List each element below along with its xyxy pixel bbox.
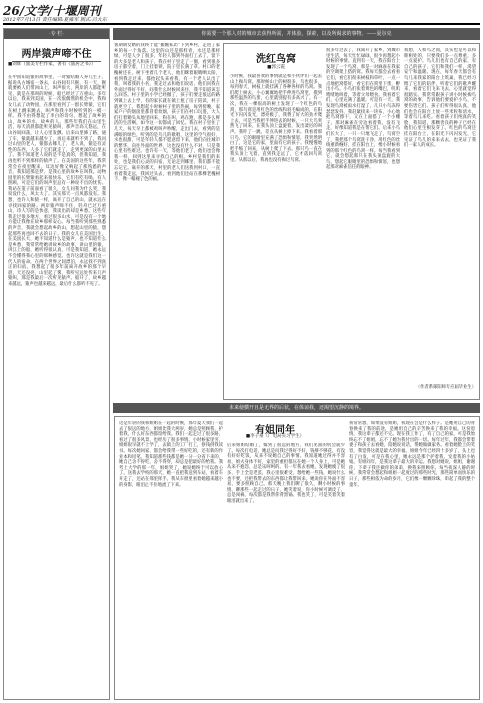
top-banner: 你需要一个那人对的城市去获得所需，并体验，探索，以及所渴求的事物。——夏尔克 xyxy=(113,28,480,40)
author-note: （作者系郧阳师专应届毕业生） xyxy=(415,385,476,390)
article-author: ■李子豪（广电局实习学生） xyxy=(245,434,305,439)
left-column-article xyxy=(3,28,110,700)
header-rule xyxy=(3,23,480,25)
article-title: 洗红鸟窝 xyxy=(256,54,296,65)
page-header xyxy=(3,2,480,24)
article-body: 在中国知道猿的故事里，一对猿结婚人养儿生子，据说从古城宿一条去，山谷间有只猴，有一天，猴就要被人们带回山上，叫声很大，两岸的人都能听见，就是在那叫的时候，船已经过了万重山。多年以后，我来到美国，在一次很偶然的机会中，我和女儿去了动物园，在那里看到了一群长臂猿，它们在树上跳来跳去，叫声和我小时候听到的一模一样。我不由得想起了李白的诗句，想起了故乡的山，故乡的水，故乡的人。那些年我们在山里生活，每天清晨都能听见猿叫，那声音高亢悠远，在山谷间回荡，让人心里发颤。后来山里修了路，通了车，猿就越来越少了，再后来就听不到了。我问过山里的老人，猿都去哪儿了，老人说，猿是有灵性的东西，人多了它们就走了，走到更深的山里去了。我不知道老人说的是不是真的，但我知道，我再也听不到那样的猿声了。在美国的这些年，我常常会在夜里醒来，耳边好像又响起了那熟悉的声音，我知道那是梦，是我心里的故乡在叫我。动物园里的长臂猿看起来很快乐，它们有吃有喝，有人照顾，可是它们的叫声里总有一种说不出的忧伤。我站在笼子前面看了很久，女儿问我为什么哭，我说没什么，风太大了。其实那天一点风都没有。我想，也许人和猿一样，离开了自己的山，就永远在寻找回家的路。两岸猿声啼不住，轻舟已过万重山，诗人写的是快意，我读出的却是乡愁。这些年我走过很多地方，看过很多山水，可是没有一个地方能让我像在故乡那样安心。每当我听到那些熟悉的声音，我就会想起故乡的山，想起山里的猿，想起那些再也回不去的日子。我的女儿在美国出生，在美国长大，她不知道什么是猿声，也不知道什么是乡愁，我常常给她讲故乡的故事，讲山里的猿，讲江上的船，她听得很认真，可是我知道，她永远不会懂得我心里的那种感觉。也许这就是我们这一代人的宿命，在两个世界之间漂泊，永远找不到真正的归宿。我想起了很多年前离开故乡的那个早晨，天还没亮，山里起了雾，我听见远处传来几声猿叫，那是我最后一次听见猿声。船开了，故乡越来越远，猿声也越来越远，最后什么都听不见了。 xyxy=(8,75,106,287)
article-author: ■郭云霞 xyxy=(267,65,285,70)
bottom-article-box xyxy=(114,416,480,700)
article-title: 两岸猿声啼不住 xyxy=(4,45,109,60)
article-body-col2: 很多年过去了，我离开了家乡，到城市里生活，每天忙忙碌碌，很少再想起小时候的事情。直到有一天，我在阳台上发现了一个鸟窝，那是一对麻雀在我家的空调架上搭的窝。我每天都会去看看它们，看它们衔来树枝和草叶，一点一点地把窝搭好，看它们在窝里下蛋，孵出小鸟。小鸟们张着黄色的嘴巴，叽叽喳喳地叫着，等着父母喂食。我看着它们，心里充满了温暖。可是有一天，我发现鸟窝被雨水打湿了，几只小鸟冻得瑟瑟发抖，我赶紧找来一块布，小心地把鸟窝擦干，又在上面搭了一个小棚子。那对麻雀在旁边看着我，没有飞走，好像知道我是在帮它们。后来小鸟们长大了，一只一只地飞走了，鸟窝空了，我把那个鸟窝洗干净，用红色的丝线重新缠好，挂在阳台上，像小时候看到的那个红色的鸟窝一样。每当我看到它，就会想起那只在我头顶盘旋的大鸟，想起它眼睛里的恐惧和愤怒，也想起那对麻雀信任的眼神。 xyxy=(326,48,400,171)
article-title: 有姐同年 xyxy=(255,425,295,436)
middle-article-body: 暑期期女婿的我终于能“搬醒私访”下到乡村，走进了家乡的每一个角落。这里的山还是那样青，水还是那样绿，可是人少了很多，年轻人都到外面打工去了，留下的大多是老人和孩子。我在村子里走了一圈，看到很多房子都空着，门上挂着锁，院子里长满了草。村口的老槐树还在，树下坐着几个老人，他们眯着眼睛晒太阳，看到我走过来，都抬起头来看我，有一个老人认出了我，叫着我的小名，我走过去和他们说话，他们问我在外面过得好不好，问我什么时候回来住，我不知道该怎么回答。村子里的小学已经撤了，孩子们要走很远的路到镇上去上学，有的家长就在镇上租了房子陪读，村子就更空了。我想起小时候村子里的热闹，每到傍晚，家家户户的烟囱里都冒着炊烟，孩子们在村口玩耍，大人们扛着锄头从地里回来，狗在叫，鸡在跑，那是多么鲜活的生活啊。如今这一切都成了回忆。我在村子里住了几天，每天早上都被鸡叫声吵醒，走出门去，看到的是满眼的绿色，听到的是鸟儿的歌唱，这里的空气很好，水也很甜，可是年轻人都不愿意留下来，他们向往城市的繁华，向往外面的世界，这也没有什么不对，只是我心里有些难过。也许有一天，等他们老了，他们也会像我一样，回到这里来寻找自己的根。乡村是我们的来处，也是我们心灵的归宿，无论走到哪里，我们都不能忘记它。离开的那天，村里的老人们送我到村口，一直看着我走远，我回过头去，看到他们还站在那棵老槐树下，像一幅褪了色的画。 xyxy=(114,43,220,183)
page-label: 26/文学/十堰周刊 xyxy=(3,4,101,18)
article-body-col1: 这是年轻的我和姐姐在一起的时候，那年夏天我们一起去了很远的地方，姐姐比我大两岁，她总是照顾我，护着我，什么好东西都留给我。我们一起走过了很多路，看过了很多风景，也经历了很多事情。小时候家里穷，姐姐很早就不上学了，去镇上的工厂打工，挣钱供我读书。每次她回家，都会给我带一些好吃的，还有新的作业本和铅笔。我知道那些钱都是她一分一分省下来的，她自己舍不得吃，舍不得穿，却总是把最好的给我。我考上大学的那一年，姐姐哭了，她说她终于可以放心了。送我去学校的那天，她一直把我送到车站，看着车开走了，还站在那里挥手。我从车窗里看着她越来越小的身影，眼泪止不住地流了下来。 xyxy=(119,421,223,488)
article-body-col3: 我想，人和鸟之间，其实也是可以和睦相处的，只要我们多一点尊重，多一点爱护。鸟儿们也有自己的家，有自己的孩子，它们和我们一样，渴望安宁和温暖。现在，每年春天都会有鸟儿来我家的阳台上筑巢，我已经习惯了它们的陪伴，听着它们的歌声醒来，看着它们飞来飞去，心里就觉得很踏实。我常常跟孩子讲小时候掏鸟窝的故事，告诉他们要爱护小鸟，不要伤害它们。孩子们听得很认真，他们也会在阳台上放一些米粒和清水，等着鸟儿来吃。看着孩子们纯真的笑脸，我知道，那颗善良的种子已经在他们心里生根发芽了。红色的鸟窝还挂在阳台上，在阳光下闪闪发光，它见证了鸟儿的来来去去，也见证了我们一家人的成长。 xyxy=(404,48,476,149)
article-author: ■刘辉（旅美专栏作家，著有《旅居之书》） xyxy=(8,62,96,67)
article-body-col3: 我常常想，如果没有姐姐，我现在会是什么样子。是她用自己的青春换来了我的前途，是她用自己的辛苦换来了我的幸福。这份恩情，我这辈子都还不完。现在我工作了，有了自己的家，可是我始终忘不了姐姐，忘不了她为我付出的一切。每年过年，我都会带着妻子和孩子去看她，陪她说说话，帮她做做家务。看着她脸上的笑容，我觉得这就是最大的幸福。姐姐今年已经四十多岁了，头上也有了白发，可是在我心里，她永远是那个护着我、宠着我的小姑娘。有姐同年，是我这辈子最大的幸运。我想对她说，姐姐，谢谢你，下辈子我还做你的弟弟，换我来照顾你。每当夜深人静的时候，我常常会想起和姐姐一起度过的那些时光，那些简单而快乐的日子，那些相依为命的岁月，它们像一颗颗珍珠，串起了我的整个童年。 xyxy=(349,421,475,488)
section-band: ·专 栏· xyxy=(4,29,109,39)
right-article-box xyxy=(223,43,480,400)
edition-meta: 2012年7月13日 责任编辑:夏雍军 版式:吕大东 xyxy=(3,17,107,23)
middle-banner: 未来使横开且是无界的后状，在体谅我，还渴望沉静的境界。 xyxy=(113,403,480,413)
article-body-col1: 小时候，我最喜欢的事情就是和小伙伴们一起去山上掏鸟窝。那时候山上的树很多，鸟也很多，每到春天，树枝上就挂满了各种各样的鸟窝。我们爬上树去，小心翼翼地把手伸进鸟窝里，摸到那些温热的鸟蛋，心里就别提有多高兴了。有一次，我在一棵很高的树上发现了一个红色的鸟窝，那鸟窝是用红色的丝线和羽毛编成的，在阳光下闪闪发光，漂亮极了。我费了好大的劲才爬上去，可是当我把手伸进去的时候，一只大鸟突然飞了回来，在我头顶上盘旋着，发出凄厉的叫声。我吓了一跳，差点从树上掉下来。我看着那只鸟，它的眼睛里充满了恐惧和愤怒，我突然明白了，这是它的家，里面有它的孩子。我慢慢地把手缩了回来，从树上爬了下去。那只鸟一直在我头顶上飞着，直到我走远了，它才落回鸟窝里。从那以后，我再也没有掏过鸟窝。 xyxy=(230,74,322,163)
article-body-col2: 后来姐姐结婚了，嫁到了很远的地方，我们见面的机会就少了。每次打电话，她总是问我过得好不好，钱够不够花，有没有好好吃饭，从来不说她自己的事情。我知道她过得并不容易，姐夫身体不好，家里的重担都压在她一个人身上，可是她从来不抱怨，总是乐呵呵的。有一年我去看她，发现她瘦了很多，手上全是老茧，我心里很难受，想给她一些钱，她说什么也不要，还把我带去的东西都让我带回来。她说你在外面不容易，要多照顾自己。那天晚上我们聊了很久，聊小时候的事情，聊那些一起走过的日子，她笑着说，你小时候可调皮了，总是闯祸，每次都是我帮你背黑锅。我也笑了，可是笑着笑着眼泪就出来了。 xyxy=(227,443,345,504)
